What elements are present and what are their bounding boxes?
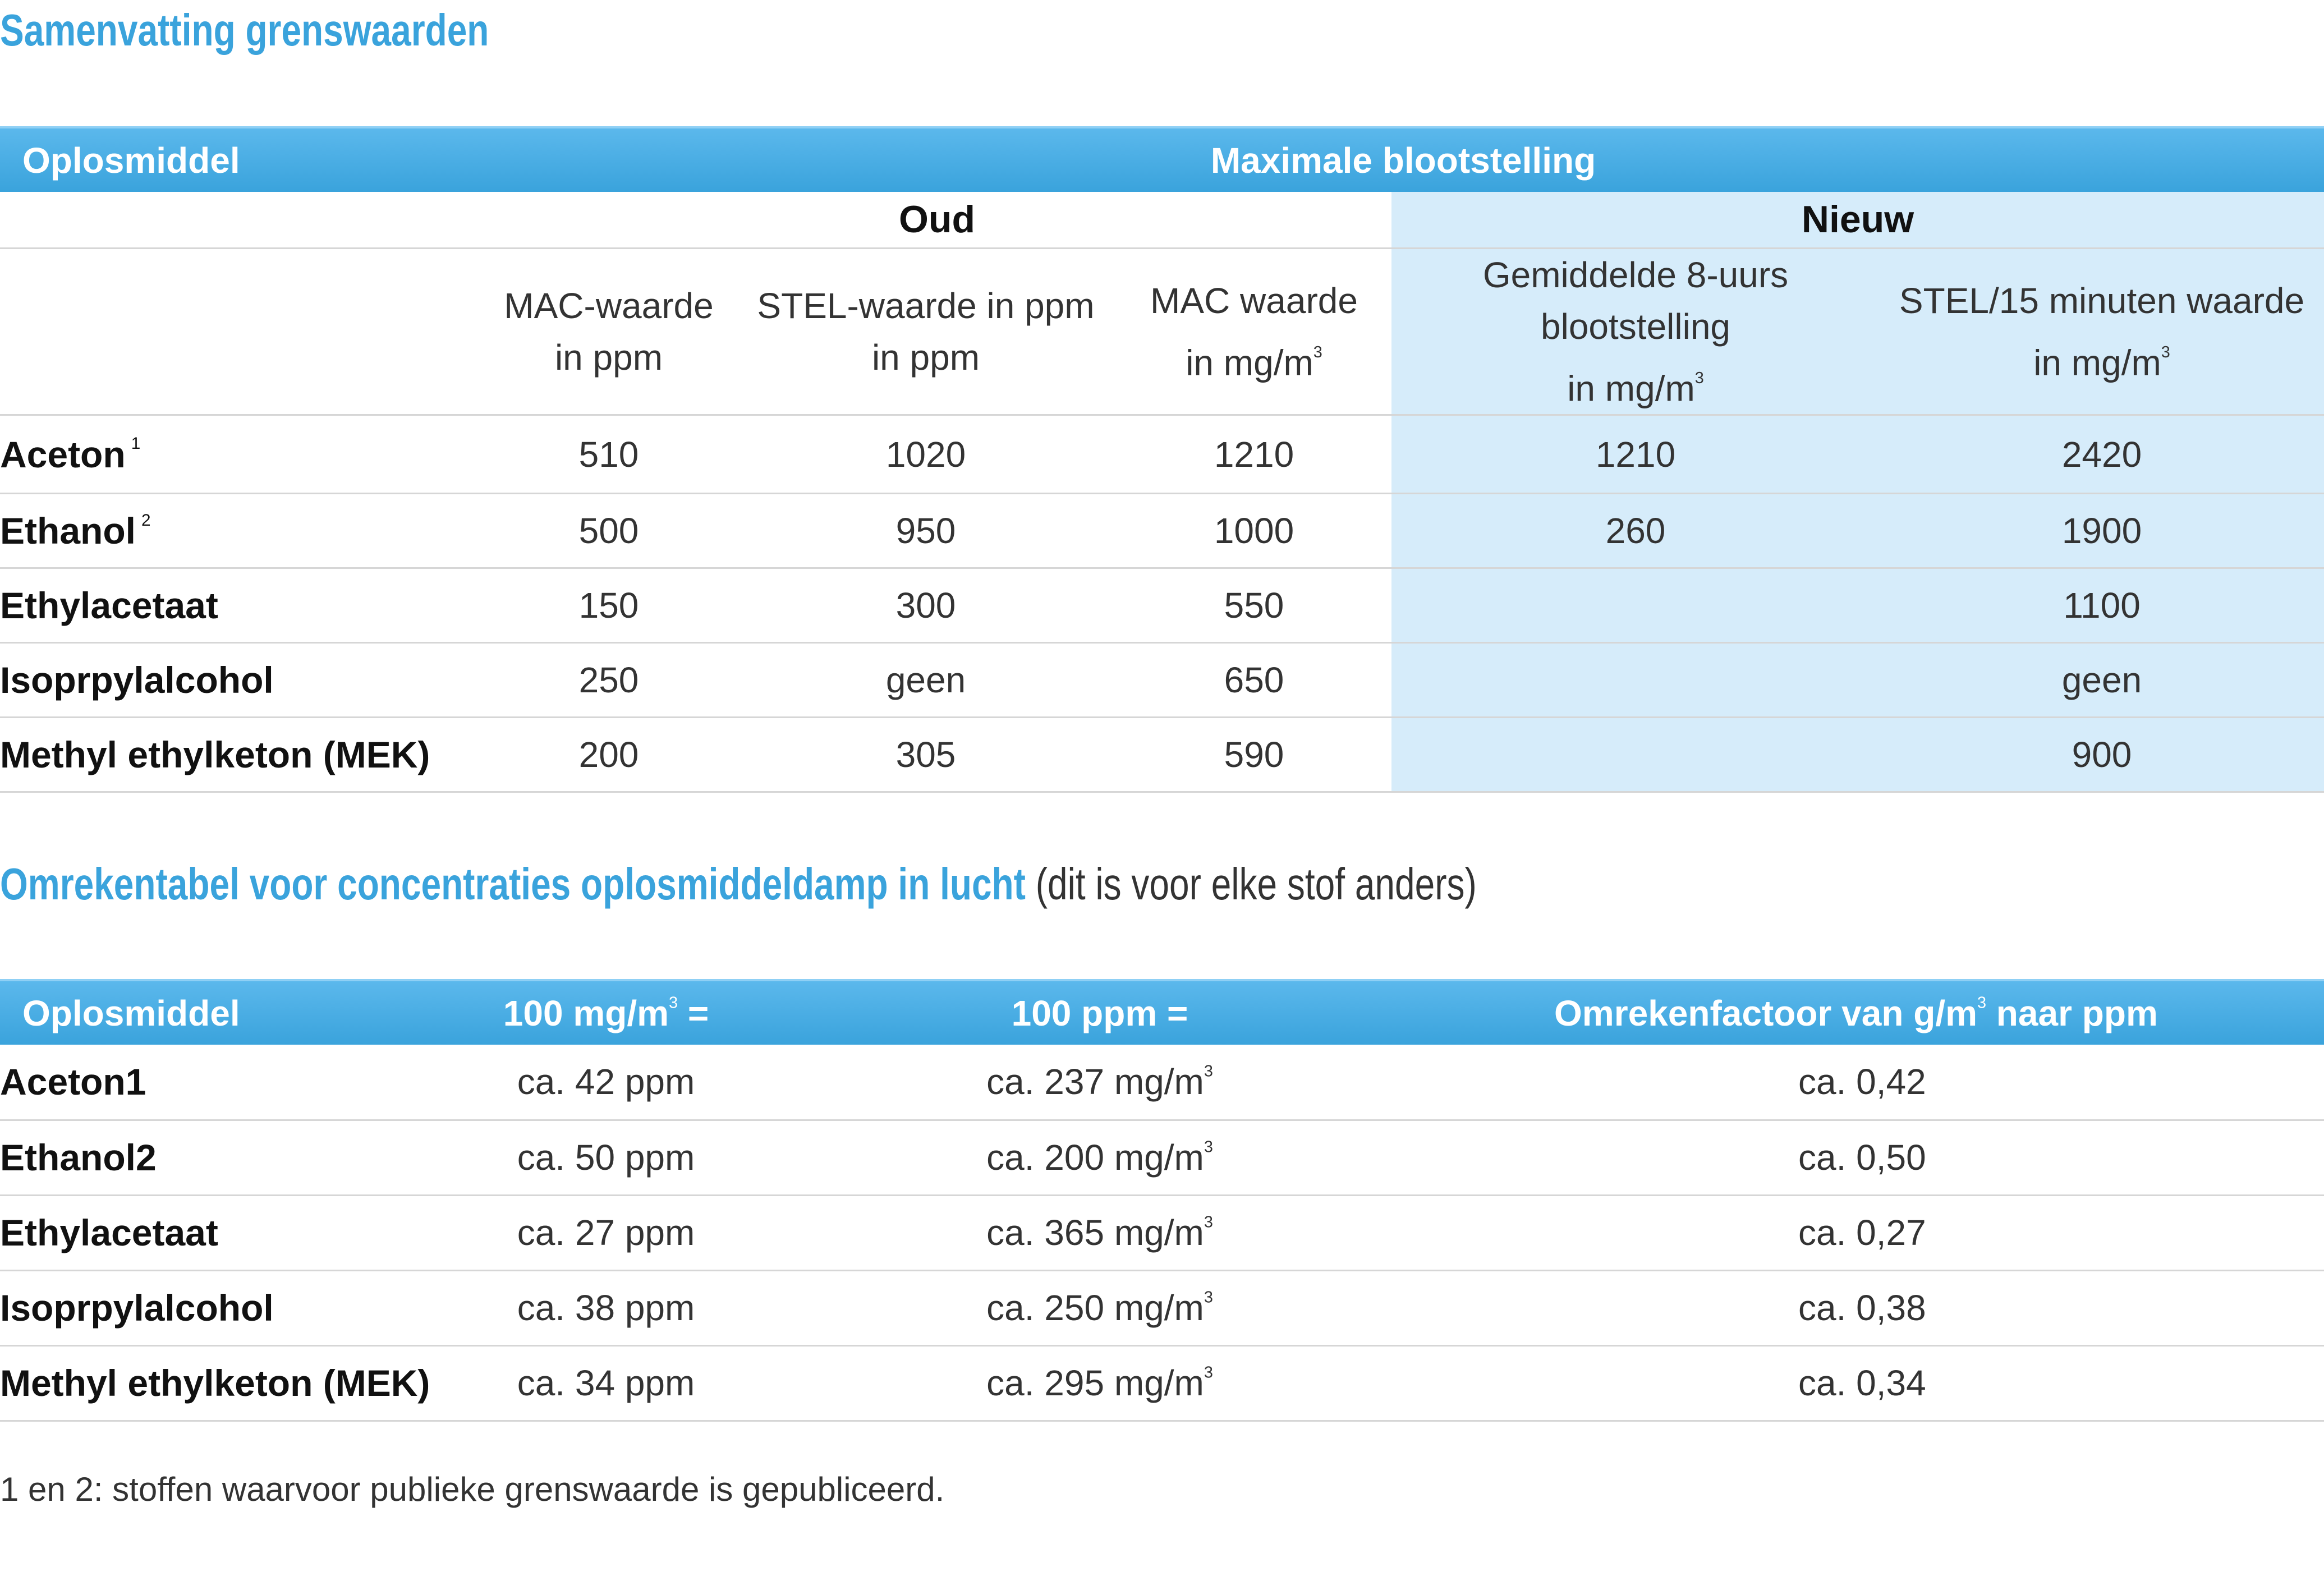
limits-header-row xyxy=(0,127,2324,192)
solvent-name: Aceton1 xyxy=(0,1045,404,1120)
group-old: Oud xyxy=(483,192,1391,248)
value-cell: 1210 xyxy=(1391,415,1880,494)
value-cell: 305 xyxy=(735,718,1117,792)
mg-value: ca. 200 $mg/m^3$ xyxy=(808,1120,1391,1195)
value-cell: 650 xyxy=(1117,643,1391,718)
limits-table xyxy=(0,126,2324,793)
solvent-name: Methyl ethylketon (MEK) xyxy=(0,1345,404,1421)
value-cell: 260 xyxy=(1391,494,1880,568)
limits-row xyxy=(0,415,2324,494)
section2-title: Omrekentabel voor concentraties oplosmiddeldamp in lucht (dit is voor elke stof anders) xyxy=(0,859,1477,909)
conversion-row xyxy=(0,1195,2324,1270)
value-cell: geen xyxy=(1880,643,2324,718)
limits-row xyxy=(0,494,2324,568)
value-cell: 200 xyxy=(483,718,735,792)
ppm-value: ca. 42 ppm xyxy=(404,1045,808,1120)
value-cell: 590 xyxy=(1117,718,1391,792)
solvent-name: Aceton $^1$ xyxy=(0,415,483,494)
conv-header-solvent: Oplosmiddel xyxy=(0,980,404,1045)
value-cell: 900 xyxy=(1880,718,2324,792)
value-cell: 1000 xyxy=(1117,494,1391,568)
mg-value: ca. 237 $mg/m^3$ xyxy=(808,1045,1391,1120)
ppm-value: ca. 34 ppm xyxy=(404,1345,808,1421)
value-cell xyxy=(1391,568,1880,643)
value-cell: 250 xyxy=(483,643,735,718)
solvent-name: Ethylacetaat xyxy=(0,568,483,643)
conversion-row xyxy=(0,1270,2324,1345)
value-cell: 1100 xyxy=(1880,568,2324,643)
ppm-value: ca. 50 ppm xyxy=(404,1120,808,1195)
subheader-stel-ppm: STEL-waarde in ppm in ppm xyxy=(735,248,1117,415)
value-cell: 550 xyxy=(1117,568,1391,643)
solvent-name: Isoprpylalcohol xyxy=(0,1270,404,1345)
conversion-row xyxy=(0,1345,2324,1421)
limits-row xyxy=(0,643,2324,718)
mg-value: ca. 250 $mg/m^3$ xyxy=(808,1270,1391,1345)
value-cell: 2420 xyxy=(1880,415,2324,494)
footnote: 1 en 2: stoffen waarvoor publieke grenswaarde is gepubliceerd. xyxy=(0,1470,945,1508)
solvent-name: Ethylacetaat xyxy=(0,1195,404,1270)
value-cell: geen xyxy=(735,643,1117,718)
value-cell xyxy=(1391,643,1880,718)
factor-value: ca. 0,34 xyxy=(1391,1345,2324,1421)
subheader-8h: Gemiddelde 8-uurs blootstelling in $mg/m^3$ xyxy=(1391,248,1880,415)
factor-value: ca. 0,38 xyxy=(1391,1270,2324,1345)
header-solvent: Oplosmiddel xyxy=(0,127,483,192)
conv-header-mg: 100 $mg/m^3$ = xyxy=(404,980,808,1045)
mg-value: ca. 295 $mg/m^3$ xyxy=(808,1345,1391,1421)
limits-row xyxy=(0,718,2324,792)
conversion-row xyxy=(0,1045,2324,1120)
section1-title: Samenvatting grenswaarden xyxy=(0,5,489,55)
solvent-name: Ethanol2 xyxy=(0,1120,404,1195)
solvent-name: Isoprpylalcohol xyxy=(0,643,483,718)
limits-row xyxy=(0,568,2324,643)
subheader-row xyxy=(0,248,2324,415)
solvent-name: Ethanol $^2$ xyxy=(0,494,483,568)
subheader-mac-mg: MAC waarde in $mg/m^3$ xyxy=(1117,248,1391,415)
solvent-name: Methyl ethylketon (MEK) xyxy=(0,718,483,792)
value-cell xyxy=(1391,718,1880,792)
conv-header-ppm: 100 ppm = xyxy=(808,980,1391,1045)
header-max-exposure: Maximale blootstelling xyxy=(483,127,2324,192)
value-cell: 1210 xyxy=(1117,415,1391,494)
factor-value: ca. 0,42 xyxy=(1391,1045,2324,1120)
factor-value: ca. 0,50 xyxy=(1391,1120,2324,1195)
value-cell: 510 xyxy=(483,415,735,494)
value-cell: 150 xyxy=(483,568,735,643)
group-row xyxy=(0,192,2324,248)
factor-value: ca. 0,27 xyxy=(1391,1195,2324,1270)
ppm-value: ca. 27 ppm xyxy=(404,1195,808,1270)
ppm-value: ca. 38 ppm xyxy=(404,1270,808,1345)
mg-value: ca. 365 $mg/m^3$ xyxy=(808,1195,1391,1270)
conversion-row xyxy=(0,1120,2324,1195)
value-cell: 1020 xyxy=(735,415,1117,494)
group-new: Nieuw xyxy=(1391,192,2324,248)
conversion-header-row xyxy=(0,980,2324,1045)
conversion-table xyxy=(0,979,2324,1422)
value-cell: 950 xyxy=(735,494,1117,568)
value-cell: 500 xyxy=(483,494,735,568)
subheader-stel15: STEL/15 minuten waarde in $mg/m^3$ xyxy=(1880,248,2324,415)
conv-header-factor: Omrekenfactoor van $g/m^3$ naar ppm xyxy=(1391,980,2324,1045)
value-cell: 300 xyxy=(735,568,1117,643)
subheader-mac-ppm: MAC-waarde in ppm xyxy=(483,248,735,415)
value-cell: 1900 xyxy=(1880,494,2324,568)
